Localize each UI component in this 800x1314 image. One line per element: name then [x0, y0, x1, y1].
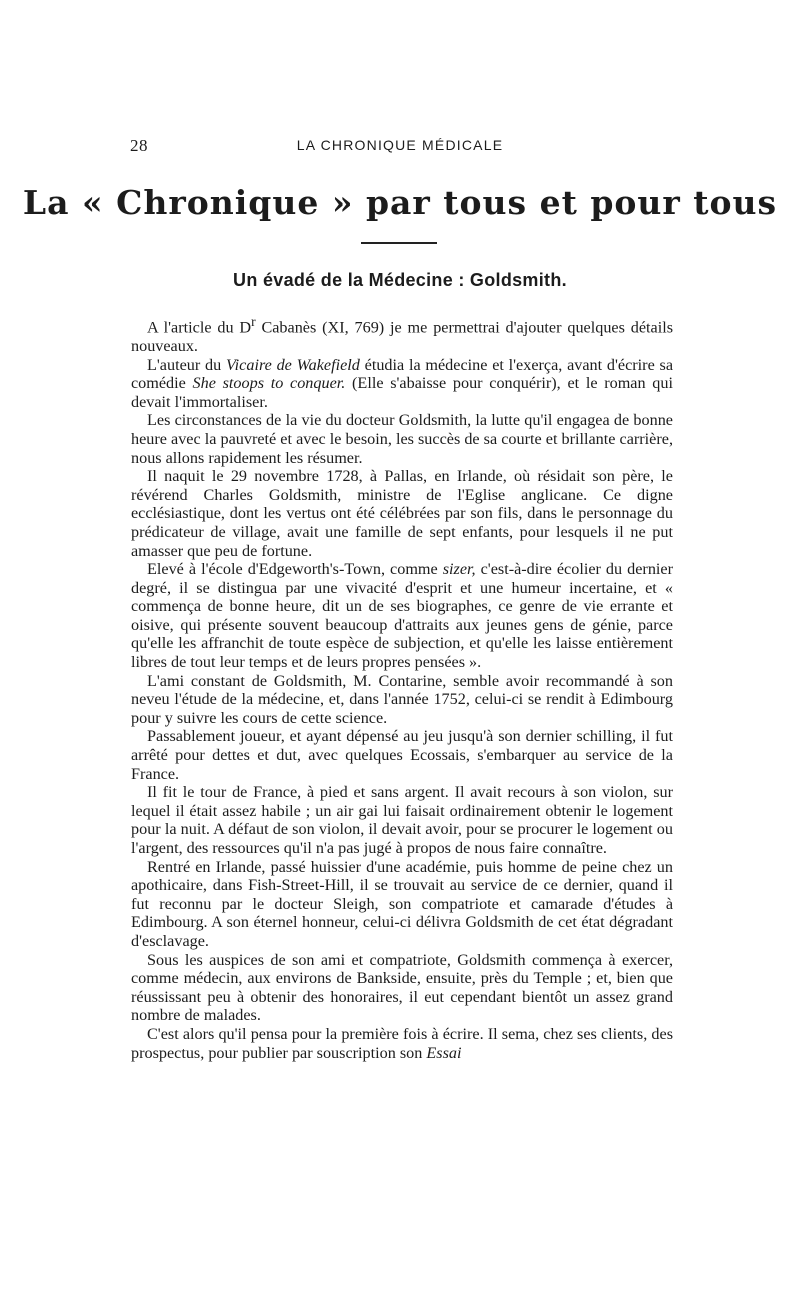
paragraph: Il naquit le 29 novembre 1728, à Pallas, en Irlande, où résidait son père, le révérend Charles Goldsmith, ministre de l'Eglise anglicane. Ce digne ecclésiastique, dont les vertus ont été célébrées par son fils, dans le personnage du prédicateur de village, avait une famille de sept enfants, pour lesquels il ne put amasser que peu de fortune.: [131, 467, 673, 560]
paragraph: L'ami constant de Goldsmith, M. Contarine, semble avoir recommandé à son neveu l'étude de la médecine, et, dans l'année 1752, celui-ci se rendit à Edimbourg pour y suivre les cours de cette science.: [131, 671, 673, 727]
play-title: She stoops to conquer.: [192, 374, 346, 393]
paragraph: Les circonstances de la vie du docteur Goldsmith, la lutte qu'il engagea de bonne heure avec la pauvreté et avec le besoin, les succès de sa courte et brillante carrière, nous allons rapidement les résumer.: [131, 411, 673, 467]
article-body: [131, 313, 673, 1062]
paragraph: Rentré en Irlande, passé huissier d'une académie, puis homme de peine chez un apothicaire, dans Fish-Street-Hill, il se trouvait au service de ce dernier, quand il fut reconnu par le docteur Sleigh, son compatriote et camarade d'études à Edimbourg. A son éternel honneur, celui-ci délivra Goldsmith de cet état dégradant d'esclavage.: [131, 857, 673, 950]
page-number: 28: [130, 136, 148, 155]
italic-term: sizer,: [442, 560, 476, 579]
book-title: Essai: [426, 1043, 462, 1062]
running-head: LA CHRONIQUE MÉDICALE: [296, 137, 504, 153]
paragraph: Sous les auspices de son ami et compatriote, Goldsmith commença à exercer, comme médecin, aux environs de Bankside, ensuite, près du Temple ; et, bien que réussissant peu à obtenir des honoraires, il eut cependant bientôt un assez grand nombre de malades.: [131, 950, 673, 1025]
article-title: Un évadé de la Médecine : Goldsmith.: [233, 270, 567, 290]
paragraph: L'auteur du Vicaire de Wakefield étudia la médecine et l'exerça, avant d'écrire sa comédie She stoops to conquer. (Elle s'abaisse pour conquérir), et le roman qui devait l'immortaliser.: [131, 355, 674, 411]
book-title: Vicaire de Wakefield: [225, 355, 360, 374]
section-title: La « Chronique » par tous et pour tous: [22, 183, 778, 222]
title-divider: [361, 242, 437, 244]
paragraph: Passablement joueur, et ayant dépensé au jeu jusqu'à son dernier schilling, il fut arrêté pour dettes et dut, avec quelques Ecossais, s'embarquer au service de la France.: [131, 727, 673, 783]
superscript: r: [251, 314, 256, 329]
paragraph: A l'article du $D^r$ Cabanès (XI, 769) je me permettrai d'ajouter quelques détails nouveaux.: [131, 314, 674, 355]
paragraph: C'est alors qu'il pensa pour la première fois à écrire. Il sema, chez ses clients, des prospectus, pour publier par souscription son Essai: [131, 1024, 673, 1062]
paragraph: Elevé à l'école d'Edgeworth's-Town, comme sizer, c'est-à-dire écolier du dernier degré, il se distingua par une vivacité d'esprit et une humeur incertaine, et « commença de bonne heure, dit un de ses biographes, ce genre de vie errante et oisive, qui présente souvent beaucoup d'attraits aux jeunes gens de génie, parce qu'elle les affranchit de toute espèce de subjection, et qu'elle les laisse entièrement libres de tout leur temps et de leurs propres pensées ».: [131, 560, 673, 672]
paragraph: Il fit le tour de France, à pied et sans argent. Il avait recours à son violon, sur lequel il était assez habile ; un air gai lui faisait ordinairement obtenir le logement pour la nuit. A défaut de son violon, il devait avoir, pour se procurer le logement ou l'argent, des ressources qu'il n'a pas jugé à propos de nous faire connaître.: [131, 783, 673, 858]
